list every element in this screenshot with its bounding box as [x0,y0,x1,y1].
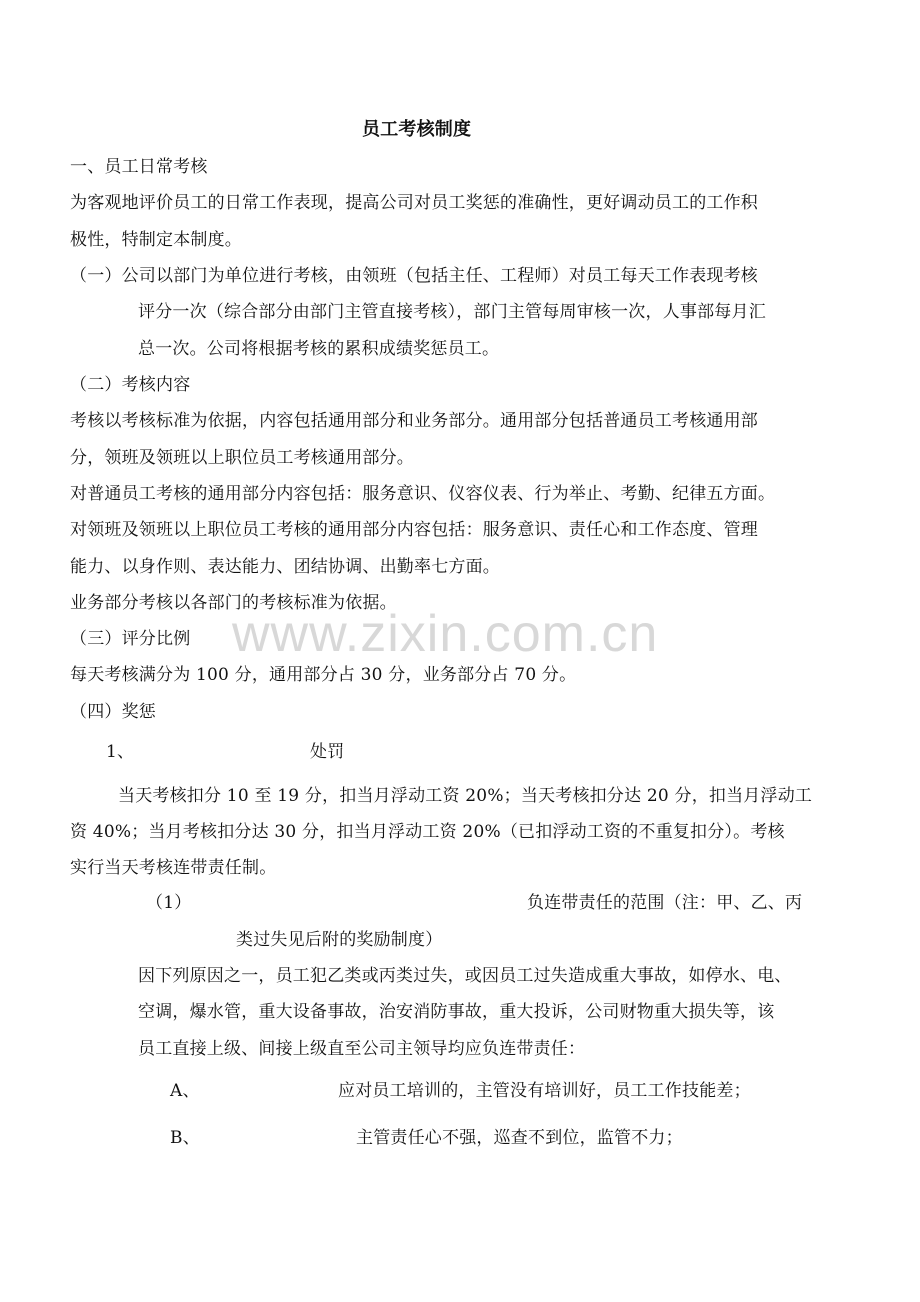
paragraph-line: 类过失见后附的奖励制度） [236,930,443,950]
subsection-heading: （三）评分比例 [70,629,191,649]
list-number: （1） [146,893,192,913]
paragraph-line: 资 40%；当月考核扣分达 30 分，扣当月浮动工资 20%（已扣浮动工资的不重复扣分）。考核 [70,822,785,842]
paragraph-line: 考核以考核标准为依据，内容包括通用部分和业务部分。通用部分包括普通员工考核通用部 [70,411,758,431]
paragraph-line: 对普通员工考核的通用部分内容包括：服务意识、仪容仪表、行为举止、考勤、纪律五方面。 [70,484,776,504]
paragraph-line: 总一次。公司将根据考核的累积成绩奖惩员工。 [138,339,500,359]
paragraph-line: 员工直接上级、间接上级直至公司主领导均应负连带责任： [138,1039,586,1059]
paragraph-line: 对领班及领班以上职位员工考核的通用部分内容包括：服务意识、责任心和工作态度、管理 [70,520,758,540]
list-item-text: 主管责任心不强，巡查不到位，监管不力； [356,1128,683,1148]
list-number: 1、 [106,742,135,762]
list-letter: B、 [170,1128,200,1148]
paragraph-line: 极性，特制定本制度。 [70,230,242,250]
list-label: 处罚 [310,742,345,762]
paragraph-line: 每天考核满分为 100 分，通用部分占 30 分，业务部分占 70 分。 [70,665,577,685]
paragraph-line: 当天考核扣分 10 至 19 分，扣当月浮动工资 20%；当天考核扣分达 20 分，扣当月浮动工 [118,786,813,806]
list-letter: A、 [170,1081,200,1101]
paragraph-line: 分，领班及领班以上职位员工考核通用部分。 [70,448,414,468]
paragraph-line: 评分一次（综合部分由部门主管直接考核），部门主管每周审核一次，人事部每月汇 [138,302,766,322]
paragraph-line: 空调，爆水管，重大设备事故，治安消防事故，重大投诉，公司财物重大损失等，该 [138,1002,775,1022]
paragraph-line: （一）公司以部门为单位进行考核，由领班（包括主任、工程师）对员工每天工作表现考核 [70,266,758,286]
paragraph-line: 因下列原因之一，员工犯乙类或丙类过失，或因员工过失造成重大事故，如停水、电、 [138,966,792,986]
section-heading: 一、员工日常考核 [70,157,208,177]
list-label: 负连带责任的范围（注：甲、乙、丙 [527,893,803,913]
paragraph-line: 实行当天考核连带责任制。 [70,858,277,878]
paragraph-line: 为客观地评价员工的日常工作表现，提高公司对员工奖惩的准确性，更好调动员工的工作积 [70,193,758,213]
paragraph-line: 能力、以身作则、表达能力、团结协调、出勤率七方面。 [70,557,500,577]
document-title: 员工考核制度 [362,119,472,140]
paragraph-line: 业务部分考核以各部门的考核标准为依据。 [70,593,397,613]
list-item-text: 应对员工培训的，主管没有培训好，员工工作技能差； [338,1081,751,1101]
subsection-heading: （二）考核内容 [70,375,191,395]
watermark: www.zixin.com.cn [232,605,659,663]
subsection-heading: （四）奖惩 [70,702,156,722]
